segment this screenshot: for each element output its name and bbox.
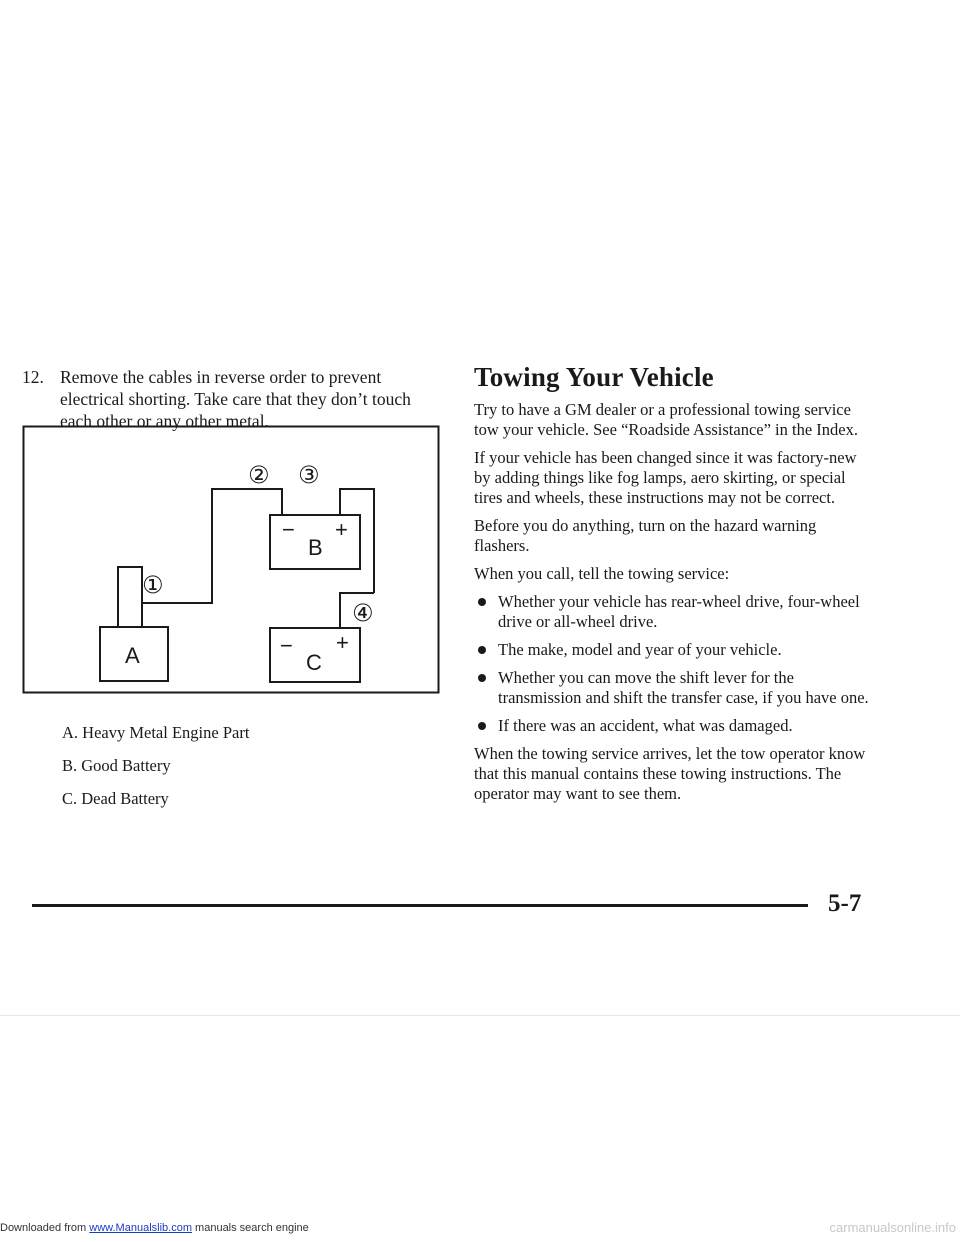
engine-part-a-label: A [125,643,140,668]
banner-suffix: manuals search engine [195,1222,309,1234]
paragraph-when-call: When you call, tell the towing service: [474,564,730,583]
negative-clamp-a [118,567,142,627]
legend-item-b: B. Good Battery [62,756,171,775]
page-number: 5-7 [828,890,862,917]
step-number: 12. [22,367,44,387]
list-item: Whether your vehicle has rear-wheel drive, four-wheel drive or all-wheel drive. [474,592,874,632]
section-heading: Towing Your Vehicle [474,362,714,392]
legend-item-a: A. Heavy Metal Engine Part [62,723,250,742]
towing-info-list [474,592,874,736]
footer-rule [32,904,808,907]
step-12 [22,366,422,432]
download-banner [0,1222,960,1234]
list-item: Whether you can move the shift lever for the transmission and shift the transfer case, if you have one. [474,668,874,708]
marker-1: ① [142,571,164,599]
scan-edge-divider [0,1015,960,1016]
bullet-icon [478,674,486,682]
list-item: If there was an accident, what was damaged. [474,716,874,736]
battery-b-label: B [308,535,323,560]
marker-3: ③ [298,461,320,489]
banner-prefix: Downloaded from [0,1222,87,1234]
battery-c-plus: + [336,630,349,655]
paragraph-modifications: If your vehicle has been changed since it was factory-new by adding things like fog lamps, aero skirting, or special tires and wheels, these instructions may not be correct. [474,448,857,507]
legend-item-c: C. Dead Battery [62,789,169,808]
battery-c-minus: − [280,633,293,658]
diagram-frame [24,427,439,693]
manualslib-link[interactable]: www.Manualslib.com [89,1222,192,1234]
paragraph-closing: When the towing service arrives, let the tow operator know that this manual contains these towing instructions. The operator may want to see them. [474,744,866,803]
list-item: The make, model and year of your vehicle. [474,640,874,660]
bullet-icon [478,646,486,654]
step-text: Remove the cables in reverse order to prevent electrical shorting. Take care that they don’t touch each other or any other metal. [60,367,411,431]
battery-c-label: C [306,650,322,675]
towing-section-body [474,400,874,812]
jump-start-diagram [22,425,440,695]
bullet-icon [478,598,486,606]
bullet-icon [478,722,486,730]
marker-2: ② [248,461,270,489]
paragraph-hazard: Before you do anything, turn on the hazard warning flashers. [474,516,817,555]
watermark: carmanualsonline.info [829,1220,956,1235]
diagram-legend [62,722,249,821]
battery-b-plus: + [335,517,348,542]
marker-4: ④ [352,599,374,627]
paragraph-intro: Try to have a GM dealer or a professional towing service tow your vehicle. See “Roadside Assistance” in the Index. [474,400,858,439]
battery-b-minus: − [282,517,295,542]
